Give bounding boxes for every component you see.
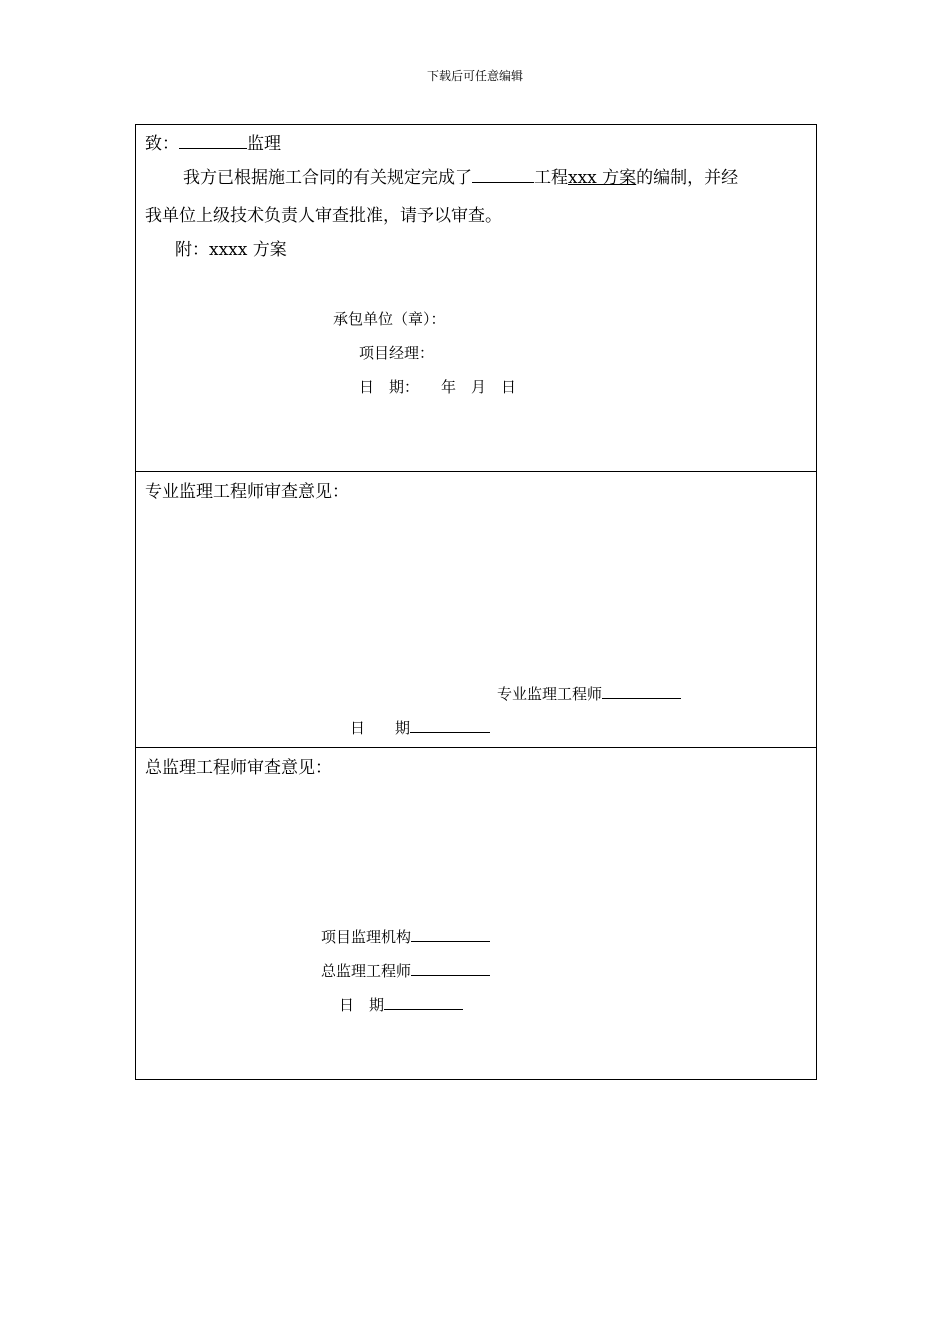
chief-date-row [339, 994, 463, 1015]
addressee-line [145, 129, 281, 154]
section-divider-2 [136, 747, 816, 748]
project-blank[interactable] [472, 165, 534, 183]
date-ymd: 年 月 日 [441, 378, 517, 396]
engineer-signature-row [497, 683, 681, 704]
to-prefix: 致： [145, 134, 179, 154]
body-text-c: 的编制，并经 [636, 168, 739, 188]
page-header: 下载后可任意编辑 [426, 69, 523, 83]
engineer-date-blank[interactable] [410, 717, 490, 733]
org-blank[interactable] [411, 926, 490, 942]
org-row [321, 926, 490, 947]
chief-date-label: 日 期 [339, 996, 385, 1014]
chief-date-blank[interactable] [384, 994, 463, 1010]
body-line-2: 我单位上级技术负责人审查批准，请予以审查。 [145, 206, 502, 226]
section-divider-1 [136, 471, 816, 472]
approval-form [135, 124, 817, 1080]
body-text-a: 我方已根据施工合同的有关规定完成了 [183, 168, 472, 188]
body-line-1 [183, 163, 738, 188]
org-label: 项目监理机构 [321, 928, 412, 946]
chief-row [321, 960, 490, 981]
date-row-1 [359, 376, 516, 397]
supervisor-blank[interactable] [179, 131, 247, 149]
engineer-date-row [350, 717, 490, 738]
date-label: 日 期： [359, 378, 420, 396]
to-suffix: 监理 [247, 134, 281, 154]
attachment-line: 附：xxxx 方案 [175, 240, 287, 260]
chief-review-title: 总监理工程师审查意见： [145, 758, 332, 778]
contractor-label: 承包单位（章）： [333, 310, 446, 328]
chief-signature-blank[interactable] [411, 960, 490, 976]
chief-label: 总监理工程师 [321, 962, 412, 980]
body-text-b: 工程 [534, 168, 568, 188]
engineer-review-title: 专业监理工程师审查意见： [145, 482, 349, 502]
engineer-date-label: 日 期 [350, 719, 411, 737]
project-manager-label: 项目经理： [359, 344, 435, 362]
engineer-signature-blank[interactable] [602, 683, 681, 699]
plan-name: xxx 方案 [568, 168, 637, 188]
engineer-label: 专业监理工程师 [497, 685, 603, 703]
